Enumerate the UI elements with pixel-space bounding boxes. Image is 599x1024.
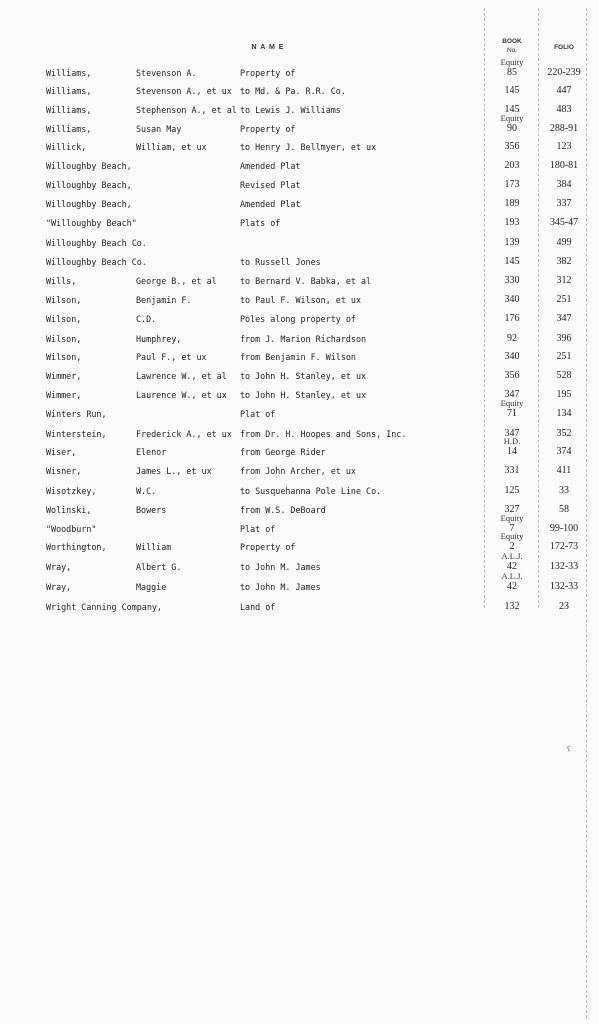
entry-description: Land of — [240, 602, 276, 612]
entry-given-name: George B., et al — [136, 276, 217, 286]
entry-description: Property of — [240, 68, 296, 78]
entry-book-number: 145 — [504, 104, 520, 115]
index-row — [0, 436, 599, 461]
entry-folio: 374 — [556, 446, 572, 457]
entry-book-number: 90 — [507, 123, 517, 134]
entry-surname: Winterstein, — [46, 429, 107, 439]
entry-folio: 411 — [556, 465, 572, 476]
entry-book-number: 347 — [504, 428, 520, 439]
entry-surname: Wilson, — [46, 295, 82, 305]
index-row — [0, 571, 599, 596]
index-row — [0, 310, 599, 328]
index-row — [0, 348, 599, 366]
index-row — [0, 195, 599, 213]
entry-description: Poles along property of — [240, 314, 356, 324]
entry-folio: 528 — [556, 370, 572, 381]
entry-surname: Wray, — [46, 562, 72, 572]
entry-description: Amended Plat — [240, 199, 301, 209]
entry-given-name: Humphrey, — [136, 334, 182, 344]
folio-column-header: FOLIO — [554, 44, 574, 51]
entry-book-number: 145 — [504, 85, 520, 96]
entry-book-number: 327 — [504, 504, 520, 515]
index-row — [0, 482, 599, 500]
entry-surname: Wiser, — [46, 447, 77, 457]
book-column-header-bottom: No. — [506, 47, 518, 54]
entry-book-number: 347 — [504, 389, 520, 400]
entry-description: to Susquehanna Pole Line Co. — [240, 486, 382, 496]
entry-description: Property of — [240, 124, 296, 134]
entry-surname: Willoughby Beach, — [46, 199, 132, 209]
entry-given-name: Frederick A., et ux — [136, 429, 232, 439]
entry-book-number: 125 — [504, 485, 520, 496]
entry-book-number: 2 — [509, 541, 515, 552]
entry-surname: Wray, — [46, 582, 72, 592]
entry-description: Plats of — [240, 218, 281, 228]
entry-given-name: William — [136, 542, 172, 552]
index-row — [0, 253, 599, 271]
entry-description: from John Archer, et ux — [240, 466, 356, 476]
entry-book-number: 189 — [504, 198, 520, 209]
index-row — [0, 272, 599, 290]
entry-folio: 251 — [556, 294, 572, 305]
entry-given-name: Maggie — [136, 582, 167, 592]
entry-book-number: 42 — [507, 581, 517, 592]
entry-folio: 220-239 — [547, 67, 581, 78]
entry-surname: Williams, — [46, 124, 92, 134]
entry-description: to Paul F. Wilson, et ux — [240, 295, 362, 305]
entry-book-number: 132 — [504, 601, 520, 612]
entry-given-name: W.C. — [136, 486, 157, 496]
entry-folio: 447 — [556, 85, 572, 96]
entry-surname: Wolinski, — [46, 505, 92, 515]
stray-mark: r — [565, 743, 574, 755]
entry-book-prefix: Equity — [500, 57, 524, 67]
entry-description: Plat of — [240, 409, 276, 419]
index-row — [0, 138, 599, 156]
entry-folio: 382 — [556, 256, 572, 267]
entry-book-prefix: Equity — [500, 398, 524, 408]
entry-surname: Willoughby Beach Co. — [46, 257, 147, 267]
entry-given-name: Laurence W., et ux — [136, 390, 227, 400]
entry-surname: Williams, — [46, 68, 92, 78]
entry-folio: 288-91 — [549, 123, 579, 134]
entry-book-number: 203 — [504, 160, 520, 171]
entry-given-name: William, et ux — [136, 142, 207, 152]
entry-surname: Wilson, — [46, 334, 82, 344]
entry-given-name: Stevenson A., et ux — [136, 86, 232, 96]
index-row — [0, 57, 599, 82]
entry-surname: Wilson, — [46, 352, 82, 362]
entry-description: to Bernard V. Babka, et al — [240, 276, 372, 286]
entry-given-name: Elenor — [136, 447, 167, 457]
entry-given-name: Albert G. — [136, 562, 182, 572]
entry-book-number: 193 — [504, 217, 520, 228]
entry-description: to Russell Jones — [240, 257, 321, 267]
entry-book-number: 340 — [504, 351, 520, 362]
entry-description: to John M. James — [240, 582, 321, 592]
entry-book-number: 145 — [504, 256, 520, 267]
index-row — [0, 291, 599, 309]
entry-book-number: 356 — [504, 370, 520, 381]
entry-surname: "Woodburn" — [46, 524, 97, 534]
index-row — [0, 367, 599, 385]
entry-given-name: Stevenson A. — [136, 68, 197, 78]
entry-book-number: 331 — [504, 465, 520, 476]
entry-folio: 483 — [556, 104, 572, 115]
entry-book-prefix: Equity — [500, 513, 524, 523]
index-row — [0, 214, 599, 232]
entry-surname: Wills, — [46, 276, 77, 286]
entry-folio: 347 — [556, 313, 572, 324]
entry-description: Revised Plat — [240, 180, 301, 190]
entry-folio: 352 — [556, 428, 572, 439]
entry-surname: Wisotzkey, — [46, 486, 97, 496]
entry-folio: 134 — [556, 408, 572, 419]
entry-folio: 123 — [556, 141, 572, 152]
entry-description: Amended Plat — [240, 161, 301, 171]
entry-book-prefix: Equity — [500, 531, 524, 541]
entry-given-name: Paul F., et ux — [136, 352, 207, 362]
index-row — [0, 398, 599, 423]
index-row — [0, 330, 599, 348]
entry-folio: 345-47 — [549, 217, 579, 228]
entry-book-number: 356 — [504, 141, 520, 152]
entry-book-prefix: A.L.J. — [501, 571, 523, 581]
entry-folio: 312 — [556, 275, 572, 286]
entry-folio: 251 — [556, 351, 572, 362]
index-row — [0, 82, 599, 100]
entry-description: from W.S. DeBoard — [240, 505, 326, 515]
entry-given-name: James L., et ux — [136, 466, 212, 476]
entry-description: Property of — [240, 542, 296, 552]
entry-folio: 172-73 — [549, 541, 579, 552]
entry-book-number: 340 — [504, 294, 520, 305]
entry-surname: Wright Canning Company, — [46, 602, 162, 612]
entry-given-name: Susan May — [136, 124, 182, 134]
entry-folio: 180-81 — [549, 160, 579, 171]
entry-description: from J. Marion Richardson — [240, 334, 367, 344]
entry-surname: Williams, — [46, 105, 92, 115]
entry-book-number: 92 — [507, 333, 517, 344]
entry-description: from Benjamin F. Wilson — [240, 352, 356, 362]
entry-surname: Worthington, — [46, 542, 107, 552]
entry-surname: Wilson, — [46, 314, 82, 324]
entry-surname: Willoughby Beach, — [46, 161, 132, 171]
entry-book-number: 176 — [504, 313, 520, 324]
entry-given-name: Stephenson A., et al — [136, 105, 237, 115]
entry-book-number: 173 — [504, 179, 520, 190]
entry-book-number: 71 — [507, 408, 517, 419]
entry-description: to Henry J. Bellmyer, et ux — [240, 142, 377, 152]
entry-folio: 396 — [556, 333, 572, 344]
entry-folio: 499 — [556, 237, 572, 248]
entry-book-prefix: A.L.J. — [501, 551, 523, 561]
entry-surname: Wimmer, — [46, 390, 82, 400]
index-row — [0, 176, 599, 194]
entry-folio: 99-100 — [549, 523, 579, 534]
entry-surname: Willoughby Beach Co. — [46, 238, 147, 248]
index-row — [0, 234, 599, 252]
entry-folio: 33 — [559, 485, 569, 496]
book-column-header-top: BOOK — [502, 38, 522, 45]
entry-description: from Dr. H. Hoopes and Sons, Inc. — [240, 429, 407, 439]
entry-folio: 384 — [556, 179, 572, 190]
entry-book-number: 42 — [507, 561, 517, 572]
index-row — [0, 462, 599, 480]
entry-description: from George Rider — [240, 447, 326, 457]
entry-description: to Md. & Pa. R.R. Co. — [240, 86, 346, 96]
index-row — [0, 157, 599, 175]
entry-surname: Wisner, — [46, 466, 82, 476]
entry-folio: 337 — [556, 198, 572, 209]
entry-book-number: 330 — [504, 275, 520, 286]
entry-description: to John H. Stanley, et ux — [240, 390, 367, 400]
entry-book-number: 7 — [509, 523, 515, 534]
entry-book-number: 139 — [504, 237, 520, 248]
entry-folio: 132-33 — [549, 561, 579, 572]
entry-folio: 195 — [556, 389, 572, 400]
entry-folio: 132-33 — [549, 581, 579, 592]
entry-surname: Winters Run, — [46, 409, 107, 419]
entry-surname: Wimmer, — [46, 371, 82, 381]
entry-surname: Williams, — [46, 86, 92, 96]
name-column-header: N A M E — [251, 44, 285, 51]
entry-book-number: 14 — [507, 446, 517, 457]
entry-given-name: Benjamin F. — [136, 295, 192, 305]
index-row — [0, 113, 599, 138]
entry-book-prefix: H.D. — [503, 436, 521, 446]
entry-description: to Lewis J. Williams — [240, 105, 341, 115]
entry-given-name: Lawrence W., et al — [136, 371, 227, 381]
entry-folio: 58 — [559, 504, 569, 515]
entry-given-name: C.D. — [136, 314, 157, 324]
entry-description: to John H. Stanley, et ux — [240, 371, 367, 381]
entry-surname: "Willoughby Beach" — [46, 218, 137, 228]
entry-surname: Willoughby Beach, — [46, 180, 132, 190]
entry-description: Plat of — [240, 524, 276, 534]
entry-folio: 23 — [559, 601, 569, 612]
entry-book-number: 85 — [507, 67, 517, 78]
entry-surname: Willick, — [46, 142, 87, 152]
entry-book-prefix: Equity — [500, 113, 524, 123]
entry-description: to John M. James — [240, 562, 321, 572]
index-row — [0, 598, 599, 616]
entry-given-name: Bowers — [136, 505, 167, 515]
